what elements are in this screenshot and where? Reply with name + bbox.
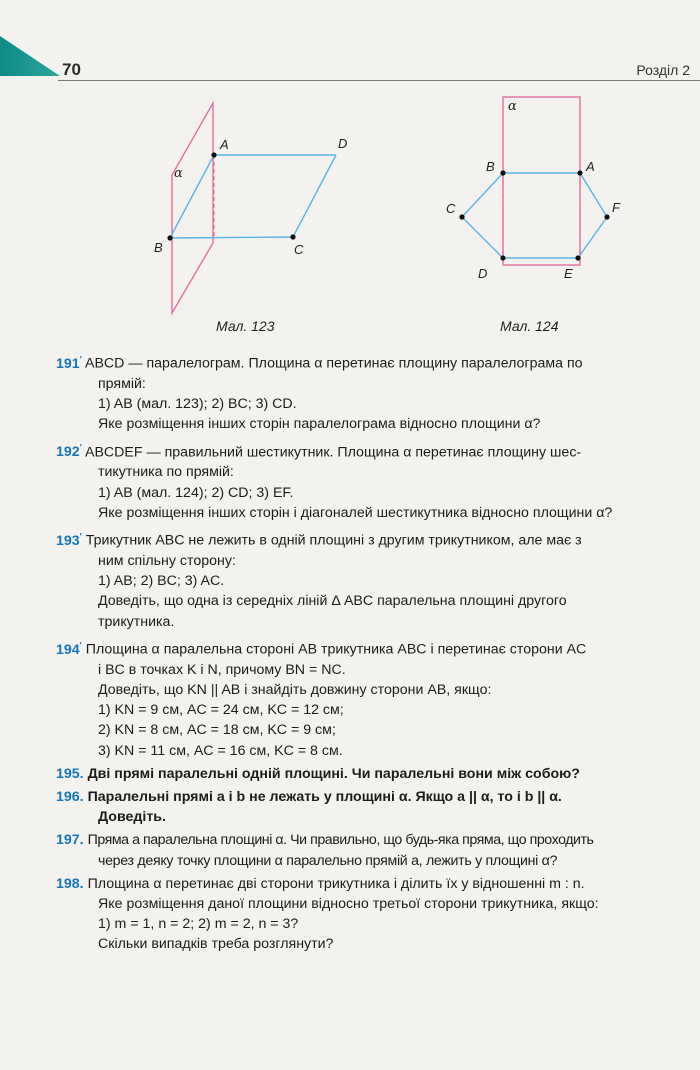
point-e (575, 255, 580, 260)
problem-197: 197. Пряма a паралельна площині α. Чи правильно, що будь-яка пряма, що проходить через деяку точку площини α паралельно прямій a, лежить у площині α? (56, 832, 594, 869)
problem-196: 196. Паралельні прямі a і b не лежать у площині α. Якщо a || α, то і b || α. Доведіть. (56, 789, 562, 826)
problem-number: 195. (56, 765, 84, 782)
point-c (459, 214, 464, 219)
caption-123: Мал. 123 (216, 318, 275, 334)
problem-191: 191' ABCD — паралелограм. Площина α перетинає площину паралелограма по прямій: 1) AB (мал. 123); 2) BC; 3) CD. Яке розміщення інших сторін паралелограма відносно площини α? (56, 354, 583, 433)
figure-123 (150, 95, 370, 325)
label-d: D (338, 136, 348, 151)
point-c (290, 234, 295, 239)
page-number: 70 (62, 60, 81, 79)
label-d: D (478, 266, 488, 281)
problem-number: 193' (56, 531, 82, 549)
point-a (211, 152, 216, 157)
point-d (500, 255, 505, 260)
plane-alpha (172, 103, 213, 313)
segment-dc (293, 155, 336, 237)
label-c: C (446, 201, 456, 216)
label-alpha: α (508, 99, 517, 114)
label-b: B (486, 159, 495, 174)
point-b (167, 235, 172, 240)
label-f: F (612, 200, 620, 215)
problem-number: 198. (56, 875, 84, 892)
problem-number: 197. (56, 832, 84, 849)
caption-124: Мал. 124 (500, 318, 559, 334)
problem-194: 194' Площина α паралельна стороні AB трикутника ABC і перетинає сторони AC і BC в точках K і N, причому BN = NC. Доведіть, що KN || AB і знайдіть довжину сторони AB, якщо: 1) KN = 9 см, AC = 24 см, KC = 12 см; 2) KN = 8 см, AC = 18 см, KC = 9 см; 3) KN = 11 см, AC = 16 см, KC = 8 см. (56, 639, 587, 759)
segment-bc (170, 237, 293, 238)
problem-192: 192' ABCDEF — правильний шестикутник. Площина α перетинає площину шес- тикутника по прямій: 1) AB (мал. 124); 2) CD; 3) EF. Яке розміщення інших сторін і діагоналей шестикутника відносно площини α? (56, 442, 613, 521)
problem-number: 191' (56, 354, 82, 372)
label-c: C (294, 242, 304, 257)
problem-198: 198. Площина α перетинає дві сторони трикутника і ділить їх у відношенні m : n. Яке розміщення даної площини відносно третьої сторони трикутника, якщо: 1) m = 1, n = 2; 2) m = 2, n = 3? Скільки випадків треба розглянути? (56, 875, 599, 953)
problem-number: 196. (56, 789, 84, 805)
figure-124 (440, 90, 650, 290)
point-f (604, 214, 609, 219)
plane-alpha (503, 97, 580, 265)
problem-193: 193' Трикутник ABC не лежить в одній площині з другим трикутником, але має з ним спільну сторону: 1) AB; 2) BC; 3) AC. Доведіть, що одна із середніх ліній Δ ABC паралельна площині другого трикутника. (56, 531, 582, 630)
page-corner-decoration (0, 36, 60, 76)
label-b: B (154, 240, 163, 255)
section-title: Розділ 2 (636, 62, 690, 78)
label-e: E (564, 266, 573, 281)
problem-number: 194' (56, 639, 82, 658)
header-divider (58, 80, 700, 81)
point-a (577, 170, 582, 175)
problems-list (56, 349, 696, 958)
problem-195: 195. Дві прямі паралельні одній площині. Чи паралельні вони між собою? (56, 765, 580, 782)
label-a: A (586, 159, 595, 174)
label-alpha: α (174, 166, 183, 181)
problem-number: 192' (56, 442, 82, 461)
point-b (500, 170, 505, 175)
label-a: A (220, 137, 229, 152)
hexagon (462, 173, 607, 258)
